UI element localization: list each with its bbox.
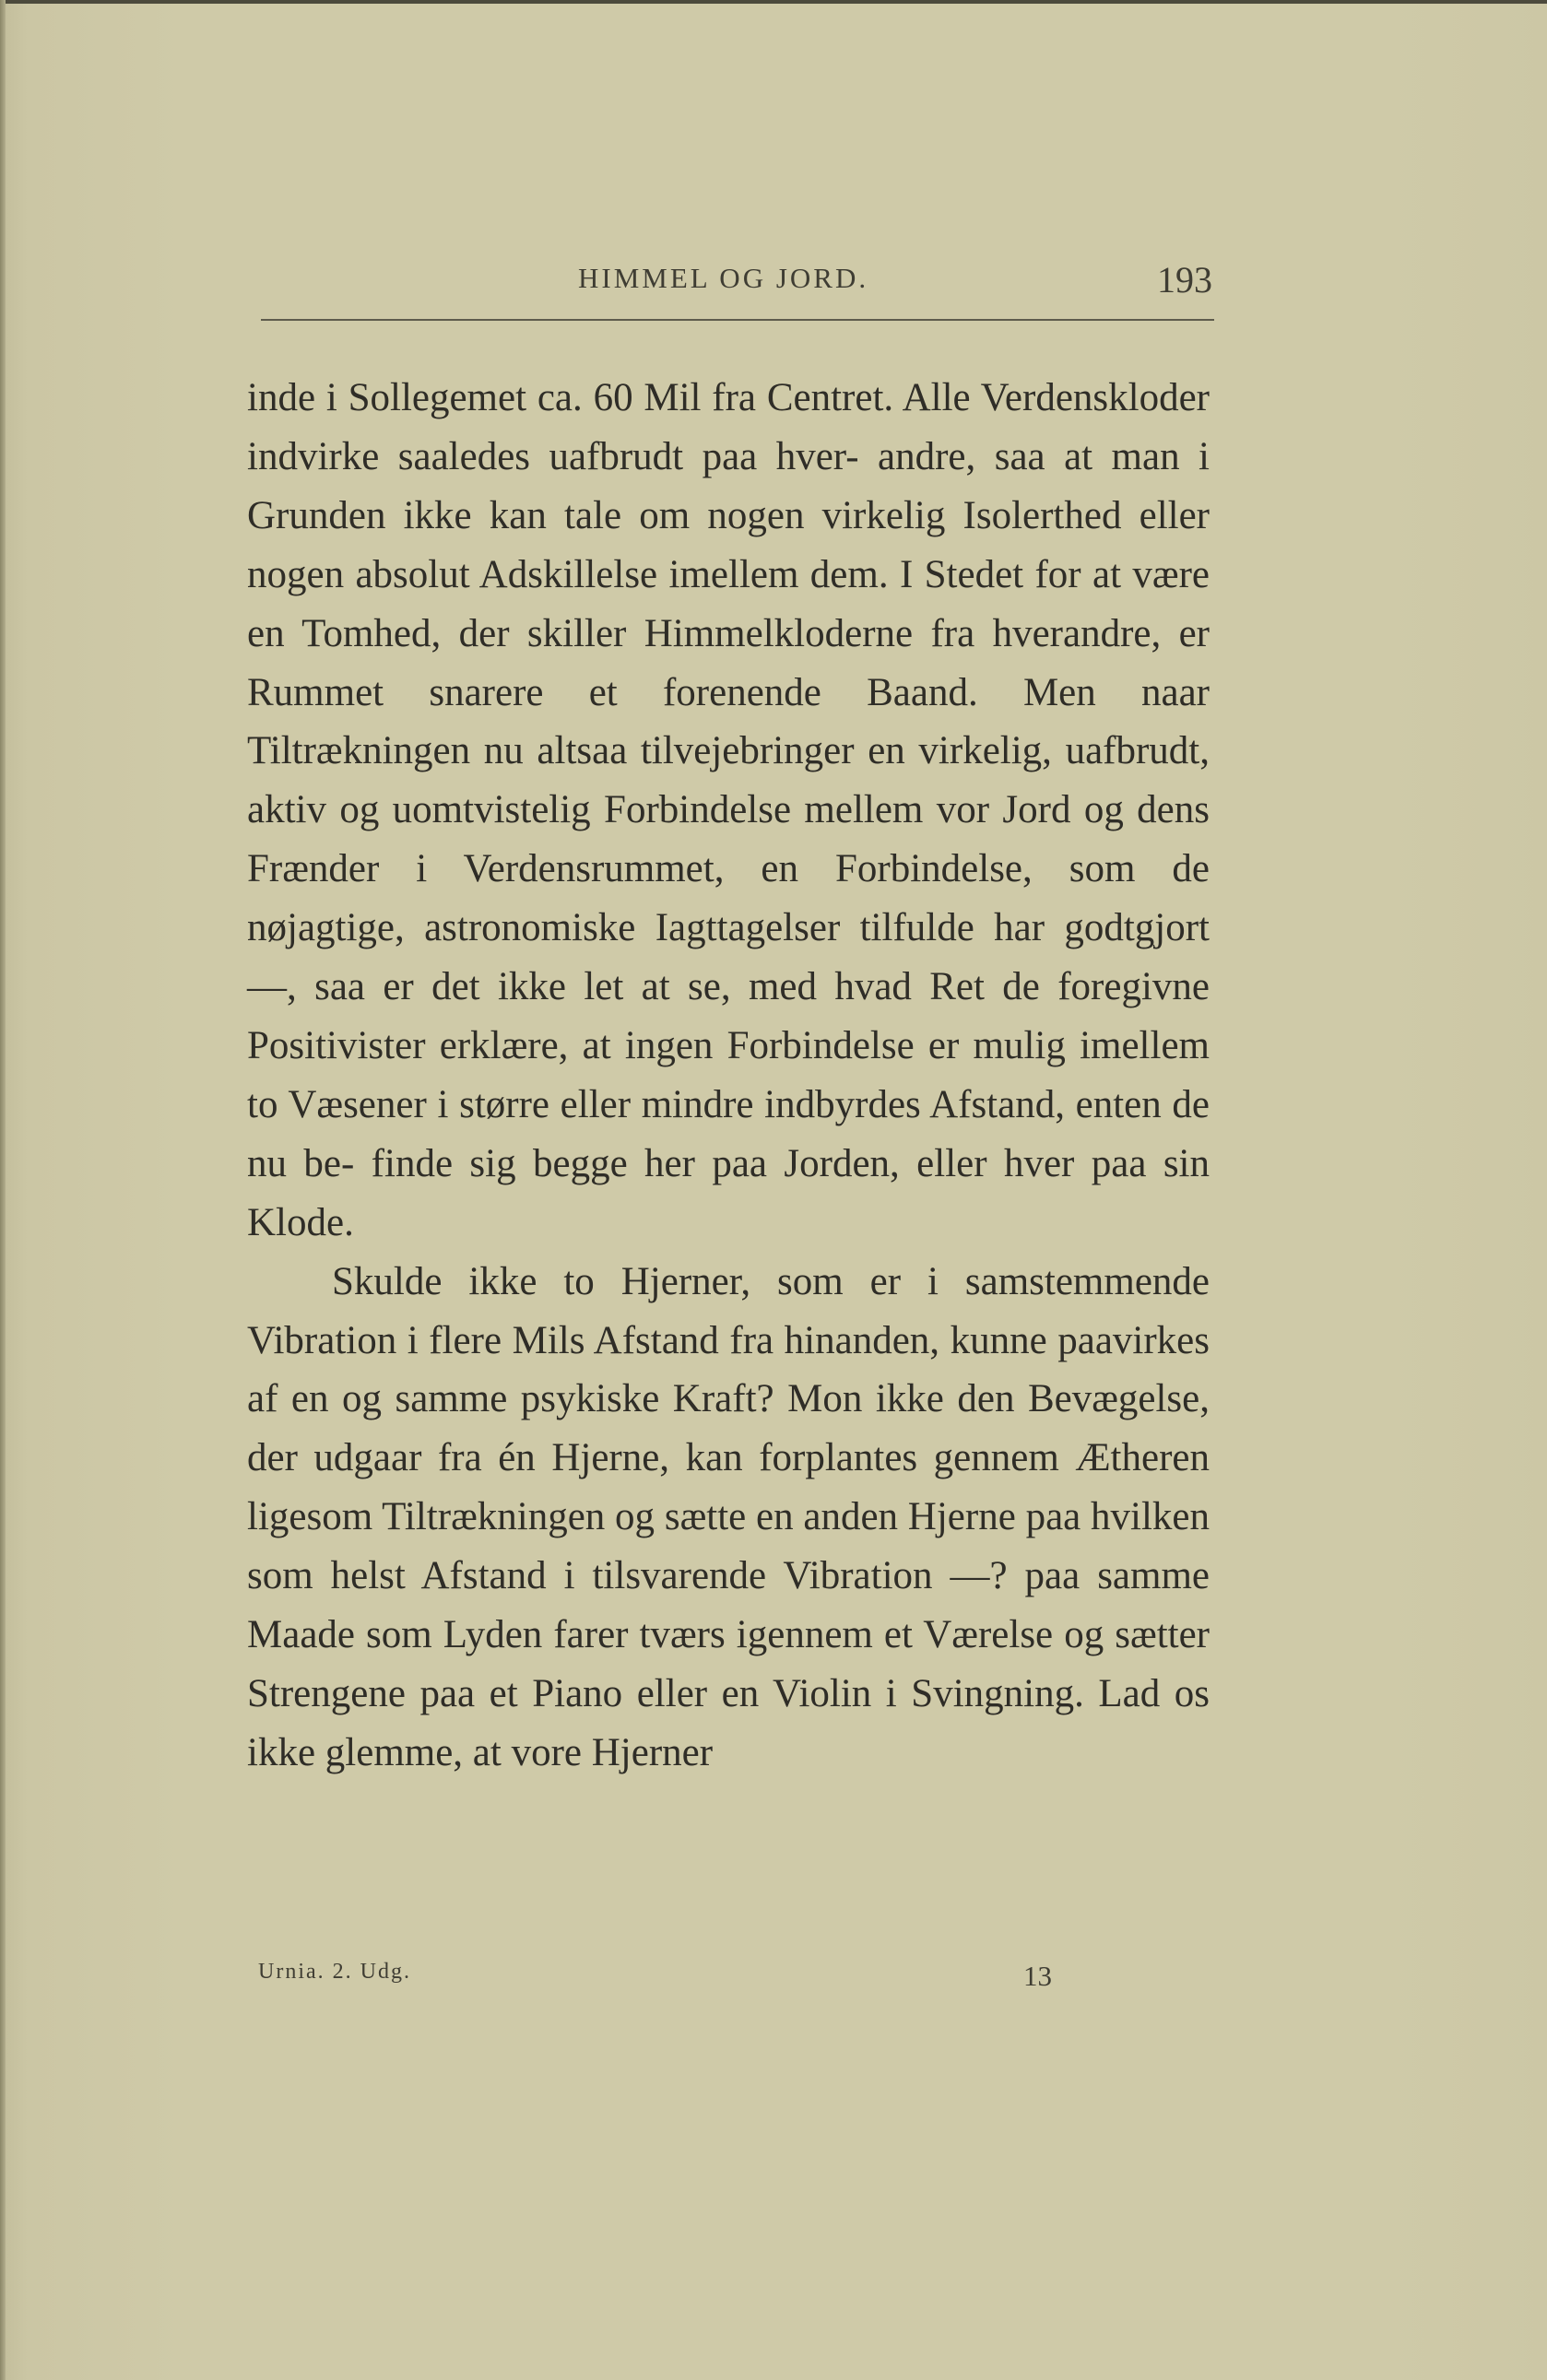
running-title: HIMMEL OG JORD. bbox=[578, 262, 869, 294]
page-footer bbox=[258, 1960, 1088, 2006]
header-rule bbox=[261, 319, 1214, 321]
signature-line: Urnia. 2. Udg. bbox=[258, 1960, 411, 1984]
paragraph-2: Skulde ikke to Hjerner, som er i samstemmende Vibration i flere Mils Afstand fra hinanden, kunne paavirkes af en og samme psykiske Kraft? Mon ikke den Bevægelse, der udgaar fra én Hjerne, kan forplantes gennem Ætheren ligesom Tiltrækningen og sætte en anden Hjerne paa hvilken som helst Afstand i tilsvarende Vibration —? paa samme Maade som Lyden farer tværs igennem et Værelse og sætter Strengene paa et Piano eller en Violin i Svingning. Lad os ikke glemme, at vore Hjerner bbox=[247, 1259, 1210, 1774]
body-text bbox=[247, 369, 1210, 1783]
page-number: 193 bbox=[1157, 259, 1212, 300]
signature-mark: 13 bbox=[1023, 1960, 1052, 1992]
page-top-edge bbox=[0, 0, 1547, 4]
paragraph-1: inde i Sollegemet ca. 60 Mil fra Centret. Alle Verdenskloder indvirke saaledes uafbrudt paa hver- andre, saa at man i Grunden ikke kan tale om nogen virkelig Isolerthed eller nogen absolut Adskillelse imellem dem. I Stedet for at være en Tomhed, der skiller Himmelkloderne fra hverandre, er Rummet snarere et forenende Baand. Men naar Tiltrækningen nu altsaa tilvejebringer en virkelig, uafbrudt, aktiv og uomtvistelig Forbindelse mellem vor Jord og dens Frænder i Verdensrummet, en Forbindelse, som de nøjagtige, astronomiske Iagttagelser tilfulde har godtgjort —, saa er det ikke let at se, med hvad Ret de foregivne Positivister erklære, at ingen Forbindelse er mulig imellem to Væsener i større eller mindre indbyrdes Afstand, enten de nu be- finde sig begge her paa Jorden, eller hver paa sin Klode. bbox=[247, 376, 1210, 1244]
page-header bbox=[254, 259, 1212, 308]
page-spine-shadow bbox=[0, 0, 6, 2380]
